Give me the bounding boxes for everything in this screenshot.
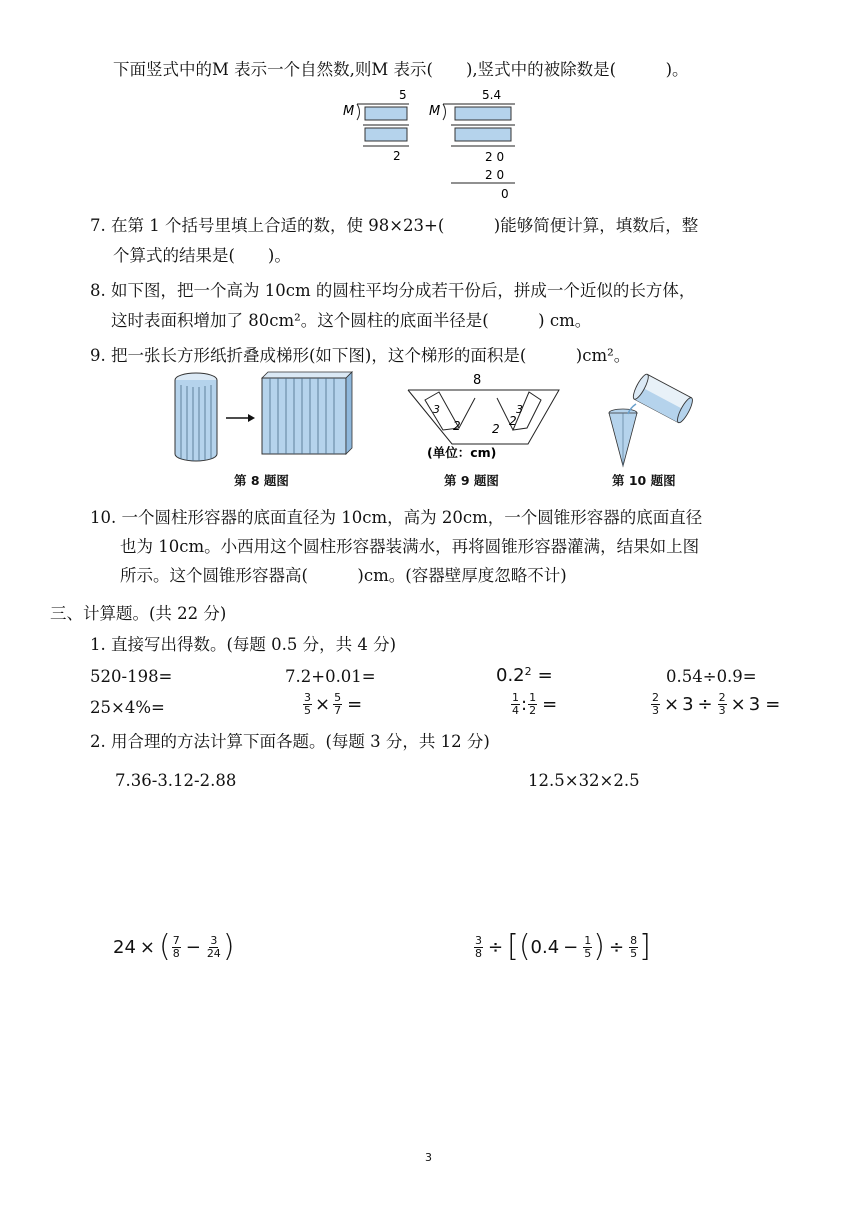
section3-part2: 2. 用合理的方法计算下面各题。(每题 3 分，共 12 分) — [90, 732, 490, 751]
calc-r2-c1: 25×4%= — [90, 698, 165, 717]
calc-r1-c3: 0.2 $^2$ = — [496, 665, 553, 686]
fig9-mid3: 2 — [509, 414, 517, 428]
expr-2: 12.5×32×2.5 — [528, 771, 640, 790]
fig9-mid1: 2 — [453, 419, 461, 433]
figure-10-cone-cylinder — [600, 368, 710, 468]
div1-quotient: 5 — [399, 88, 407, 102]
q9-line1: 9. 把一张长方形纸折叠成梯形(如下图)，这个梯形的面积是( )cm²。 — [90, 346, 631, 365]
page-number: 3 — [425, 1151, 432, 1164]
fig9-unit: (单位：cm) — [427, 445, 497, 460]
fig8-caption: 第 8 题图 — [234, 473, 289, 488]
fig9-caption: 第 9 题图 — [444, 473, 499, 488]
div2-r3: 0 — [501, 187, 509, 201]
section3-part1: 1. 直接写出得数。(每题 0.5 分，共 4 分) — [90, 635, 397, 654]
q8-line1: 8. 如下图，把一个高为 10cm 的圆柱平均分成若干份后，拼成一个近似的长方体， — [90, 281, 696, 300]
q10-line1: 10. 一个圆柱形容器的底面直径为 10cm，高为 20cm，一个圆锥形容器的底面直径 — [90, 508, 703, 527]
fig9-mid2: 2 — [492, 422, 500, 436]
expr-1: 7.36-3.12-2.88 — [115, 771, 237, 790]
calc-r2-c2: $\frac{3}{5}$ × $\frac{5}{7}$ = — [304, 691, 363, 717]
div1-remainder: 2 — [393, 149, 401, 163]
fig9-left: 3 — [433, 403, 440, 416]
q7-line2: 个算式的结果是( )。 — [113, 246, 291, 265]
calc-r2-c4: $\frac{2}{3}$ × 3 ÷ $\frac{2}{3}$ × 3 = — [652, 691, 781, 717]
q8-line2: 这时表面积增加了 80cm²。这个圆柱的底面半径是( ) cm。 — [111, 311, 592, 330]
long-division-figure — [335, 84, 535, 204]
div2-r1: 2 0 — [485, 150, 505, 164]
calc-r2-c3: $\frac{1}{4}$ : $\frac{1}{2}$ = — [512, 691, 558, 717]
fig9-top: 8 — [473, 373, 482, 388]
calc-r1-c1: 520-198= — [90, 667, 173, 686]
expr-3: 24 × ( $\frac{7}{8}$ − $\frac{3}{24}$ ) — [113, 929, 235, 964]
section3-heading: 三、计算题。(共 22 分) — [50, 604, 227, 623]
q7-line1: 7. 在第 1 个括号里填上合适的数，使 98×23+( )能够简便计算，填数后，整 — [90, 216, 699, 235]
div2-r2: 2 0 — [485, 168, 505, 182]
q6-text: 下面竖式中的M 表示一个自然数,则M 表示( ),竖式中的被除数是( )。 — [113, 60, 689, 79]
q10-line2: 也为 10cm。小西用这个圆柱形容器装满水，再将圆锥形容器灌满，结果如上图 — [120, 537, 700, 556]
calc-r1-c4: 0.54÷0.9= — [666, 667, 757, 686]
div1-m: M — [343, 104, 355, 119]
expr-4: $\frac{3}{8}$ ÷ [ ( 0.4 − $\frac{1}{5}$ ) ÷ $\frac{8}{5}$ ] — [475, 929, 651, 964]
figure-9-trapezoid — [405, 368, 565, 468]
q10-line3: 所示。这个圆锥形容器高( )cm。(容器壁厚度忽略不计) — [120, 566, 567, 585]
div2-quotient: 5.4 — [482, 88, 502, 102]
fig10-caption: 第 10 题图 — [612, 473, 676, 488]
div2-m: M — [429, 104, 441, 119]
figure-8-cylinder-to-cuboid — [170, 368, 370, 463]
fig9-right: 3 — [516, 403, 523, 416]
calc-r1-c2: 7.2+0.01= — [285, 667, 376, 686]
